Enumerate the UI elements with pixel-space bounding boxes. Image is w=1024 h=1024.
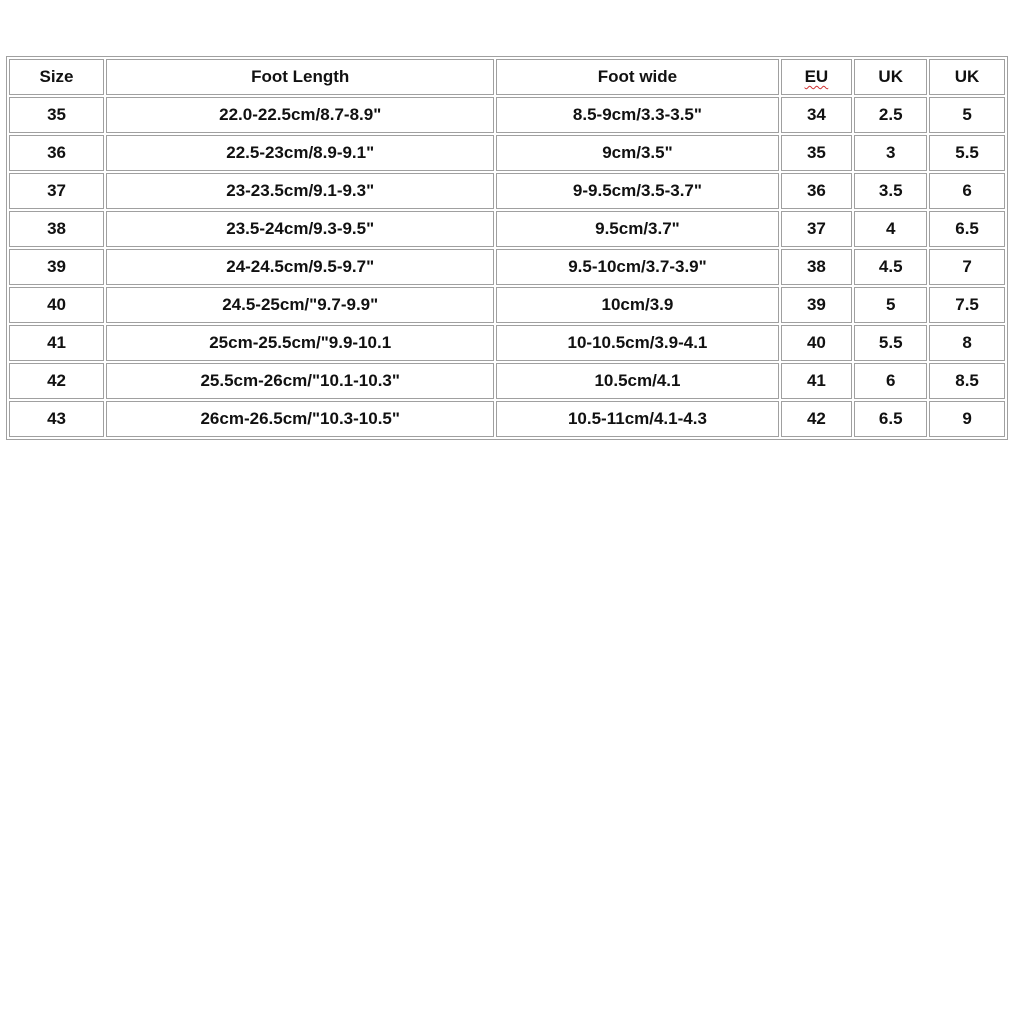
cell-foot-wide: 9-9.5cm/3.5-3.7" (496, 173, 778, 209)
cell-foot-length: 24.5-25cm/"9.7-9.9" (106, 287, 494, 323)
cell-size: 41 (9, 325, 104, 361)
cell-foot-wide: 9cm/3.5" (496, 135, 778, 171)
cell-size: 40 (9, 287, 104, 323)
cell-foot-length: 23.5-24cm/9.3-9.5" (106, 211, 494, 247)
table-row (9, 401, 1005, 437)
cell-size: 37 (9, 173, 104, 209)
table-row (9, 135, 1005, 171)
cell-foot-wide: 10-10.5cm/3.9-4.1 (496, 325, 778, 361)
table-row (9, 363, 1005, 399)
table-body (9, 97, 1005, 437)
cell-eu: 42 (781, 401, 853, 437)
cell-uk-2: 5 (929, 97, 1005, 133)
cell-uk: 3.5 (854, 173, 927, 209)
cell-foot-wide: 9.5-10cm/3.7-3.9" (496, 249, 778, 285)
cell-uk-2: 7.5 (929, 287, 1005, 323)
table-row (9, 173, 1005, 209)
cell-foot-wide: 10.5-11cm/4.1-4.3 (496, 401, 778, 437)
cell-foot-length: 26cm-26.5cm/"10.3-10.5" (106, 401, 494, 437)
cell-size: 42 (9, 363, 104, 399)
cell-foot-length: 22.5-23cm/8.9-9.1" (106, 135, 494, 171)
cell-size: 38 (9, 211, 104, 247)
cell-uk: 6 (854, 363, 927, 399)
cell-uk-2: 5.5 (929, 135, 1005, 171)
cell-uk: 2.5 (854, 97, 927, 133)
cell-size: 43 (9, 401, 104, 437)
table-row (9, 287, 1005, 323)
header-foot-length: Foot Length (106, 59, 494, 95)
cell-uk-2: 8.5 (929, 363, 1005, 399)
table-header (9, 59, 1005, 95)
cell-uk-2: 6.5 (929, 211, 1005, 247)
cell-eu: 35 (781, 135, 853, 171)
cell-uk: 3 (854, 135, 927, 171)
cell-eu: 40 (781, 325, 853, 361)
header-size: Size (9, 59, 104, 95)
header-row (9, 59, 1005, 95)
cell-size: 36 (9, 135, 104, 171)
size-chart-table (6, 56, 1008, 440)
cell-eu: 34 (781, 97, 853, 133)
header-eu (781, 59, 853, 95)
cell-foot-length: 22.0-22.5cm/8.7-8.9" (106, 97, 494, 133)
cell-eu: 36 (781, 173, 853, 209)
cell-eu: 37 (781, 211, 853, 247)
header-foot-wide: Foot wide (496, 59, 778, 95)
cell-foot-length: 25cm-25.5cm/"9.9-10.1 (106, 325, 494, 361)
cell-uk-2: 7 (929, 249, 1005, 285)
cell-foot-wide: 10cm/3.9 (496, 287, 778, 323)
table-row (9, 249, 1005, 285)
cell-eu: 41 (781, 363, 853, 399)
header-uk-2: UK (929, 59, 1005, 95)
cell-foot-wide: 8.5-9cm/3.3-3.5" (496, 97, 778, 133)
header-eu-label: EU (804, 67, 829, 86)
table-row (9, 211, 1005, 247)
header-uk: UK (854, 59, 927, 95)
cell-uk-2: 6 (929, 173, 1005, 209)
cell-eu: 39 (781, 287, 853, 323)
table-row (9, 325, 1005, 361)
cell-foot-wide: 9.5cm/3.7" (496, 211, 778, 247)
cell-uk: 5.5 (854, 325, 927, 361)
cell-foot-wide: 10.5cm/4.1 (496, 363, 778, 399)
cell-uk-2: 9 (929, 401, 1005, 437)
cell-foot-length: 24-24.5cm/9.5-9.7" (106, 249, 494, 285)
table-row (9, 97, 1005, 133)
cell-uk: 4 (854, 211, 927, 247)
cell-uk: 6.5 (854, 401, 927, 437)
cell-uk: 4.5 (854, 249, 927, 285)
cell-foot-length: 23-23.5cm/9.1-9.3" (106, 173, 494, 209)
cell-size: 39 (9, 249, 104, 285)
cell-foot-length: 25.5cm-26cm/"10.1-10.3" (106, 363, 494, 399)
cell-size: 35 (9, 97, 104, 133)
cell-uk: 5 (854, 287, 927, 323)
cell-uk-2: 8 (929, 325, 1005, 361)
cell-eu: 38 (781, 249, 853, 285)
